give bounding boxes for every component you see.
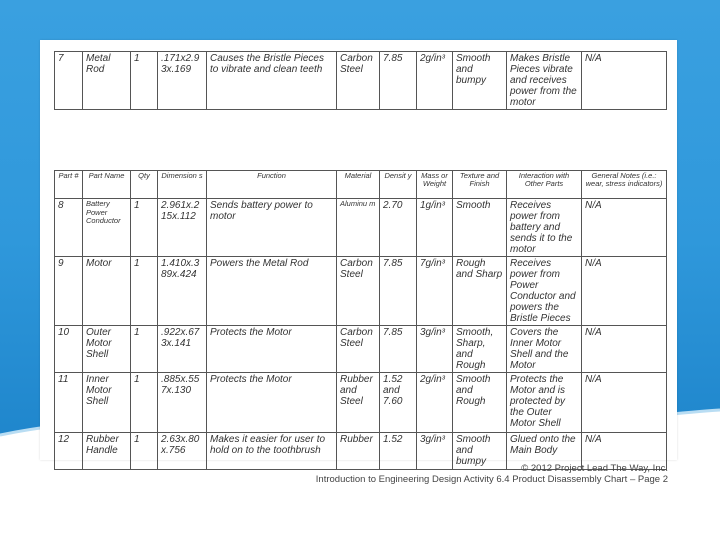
header-material: Material (337, 171, 380, 199)
qty-cell: 1 (131, 326, 158, 373)
dimensions-cell: 2.63x.80 x.756 (158, 433, 207, 470)
header-function: Function (207, 171, 337, 199)
table-header-row (55, 171, 667, 199)
part-name-cell: Metal Rod (83, 52, 131, 110)
document-page (40, 40, 677, 467)
qty-cell: 1 (131, 433, 158, 470)
notes-cell: N/A (582, 257, 667, 326)
header-dimensions: Dimension s (158, 171, 207, 199)
texture-cell: Smooth and bumpy (453, 433, 507, 470)
part-number-cell: 12 (55, 433, 83, 470)
table-row (55, 257, 667, 326)
interaction-cell: Makes Bristle Pieces vibrate and receives power from the motor (507, 52, 582, 110)
density-cell: 7.85 (380, 52, 417, 110)
mass-cell: 2g/in³ (417, 373, 453, 433)
function-cell: Protects the Motor (207, 373, 337, 433)
material-cell: Carbon Steel (337, 326, 380, 373)
interaction-cell: Receives power from battery and sends it to the motor (507, 199, 582, 257)
qty-cell: 1 (131, 52, 158, 110)
texture-cell: Smooth and Rough (453, 373, 507, 433)
function-cell: Sends battery power to motor (207, 199, 337, 257)
header-texture: Texture and Finish (453, 171, 507, 199)
mass-cell: 2g/in³ (417, 52, 453, 110)
part-name-cell: Rubber Handle (83, 433, 131, 470)
mass-cell: 3g/in³ (417, 433, 453, 470)
material-cell: Aluminu m (337, 199, 380, 257)
part-name-cell: Inner Motor Shell (83, 373, 131, 433)
density-cell: 1.52 (380, 433, 417, 470)
part-name-cell: Battery Power Conductor (83, 199, 131, 257)
top-parts-table (54, 51, 667, 110)
mass-cell: 1g/in³ (417, 199, 453, 257)
table-row (55, 326, 667, 373)
copyright-text: © 2012 Project Lead The Way, Inc. (521, 463, 668, 474)
part-number-cell: 9 (55, 257, 83, 326)
interaction-cell: Covers the Inner Motor Shell and the Motor (507, 326, 582, 373)
dimensions-cell: .171x2.9 3x.169 (158, 52, 207, 110)
density-cell: 7.85 (380, 257, 417, 326)
material-cell: Rubber (337, 433, 380, 470)
part-name-cell: Motor (83, 257, 131, 326)
interaction-cell: Glued onto the Main Body (507, 433, 582, 470)
notes-cell: N/A (582, 373, 667, 433)
dimensions-cell: 2.961x.2 15x.112 (158, 199, 207, 257)
dimensions-cell: 1.410x.3 89x.424 (158, 257, 207, 326)
interaction-cell: Protects the Motor and is protected by the Outer Motor Shell (507, 373, 582, 433)
texture-cell: Smooth (453, 199, 507, 257)
header-density: Densit y (380, 171, 417, 199)
density-cell: 2.70 (380, 199, 417, 257)
function-cell: Protects the Motor (207, 326, 337, 373)
part-number-cell: 8 (55, 199, 83, 257)
table-row (55, 199, 667, 257)
header-notes: General Notes (i.e.: wear, stress indicators) (582, 171, 667, 199)
material-cell: Rubber and Steel (337, 373, 380, 433)
activity-title: Introduction to Engineering Design Activity 6.4 Product Disassembly Chart – Page 2 (315, 474, 668, 485)
function-cell: Powers the Metal Rod (207, 257, 337, 326)
notes-cell: N/A (582, 199, 667, 257)
notes-cell: N/A (582, 326, 667, 373)
texture-cell: Rough and Sharp (453, 257, 507, 326)
part-number-cell: 11 (55, 373, 83, 433)
mass-cell: 3g/in³ (417, 326, 453, 373)
interaction-cell: Receives power from Power Conductor and powers the Bristle Pieces (507, 257, 582, 326)
texture-cell: Smooth and bumpy (453, 52, 507, 110)
dimensions-cell: .922x.67 3x.141 (158, 326, 207, 373)
qty-cell: 1 (131, 373, 158, 433)
material-cell: Carbon Steel (337, 52, 380, 110)
qty-cell: 1 (131, 257, 158, 326)
table-row (55, 52, 667, 110)
main-parts-table (54, 170, 667, 470)
qty-cell: 1 (131, 199, 158, 257)
part-name-cell: Outer Motor Shell (83, 326, 131, 373)
function-cell: Makes it easier for user to hold on to the toothbrush (207, 433, 337, 470)
texture-cell: Smooth, Sharp, and Rough (453, 326, 507, 373)
header-qty: Qty (131, 171, 158, 199)
header-part-name: Part Name (83, 171, 131, 199)
notes-cell: N/A (582, 433, 667, 470)
density-cell: 7.85 (380, 326, 417, 373)
table-row (55, 373, 667, 433)
notes-cell: N/A (582, 52, 667, 110)
dimensions-cell: .885x.55 7x.130 (158, 373, 207, 433)
part-number-cell: 7 (55, 52, 83, 110)
header-part-number: Part # (55, 171, 83, 199)
material-cell: Carbon Steel (337, 257, 380, 326)
density-cell: 1.52 and 7.60 (380, 373, 417, 433)
header-mass: Mass or Weight (417, 171, 453, 199)
header-interaction: Interaction with Other Parts (507, 171, 582, 199)
page-footer (316, 463, 668, 485)
mass-cell: 7g/in³ (417, 257, 453, 326)
part-number-cell: 10 (55, 326, 83, 373)
function-cell: Causes the Bristle Pieces to vibrate and clean teeth (207, 52, 337, 110)
